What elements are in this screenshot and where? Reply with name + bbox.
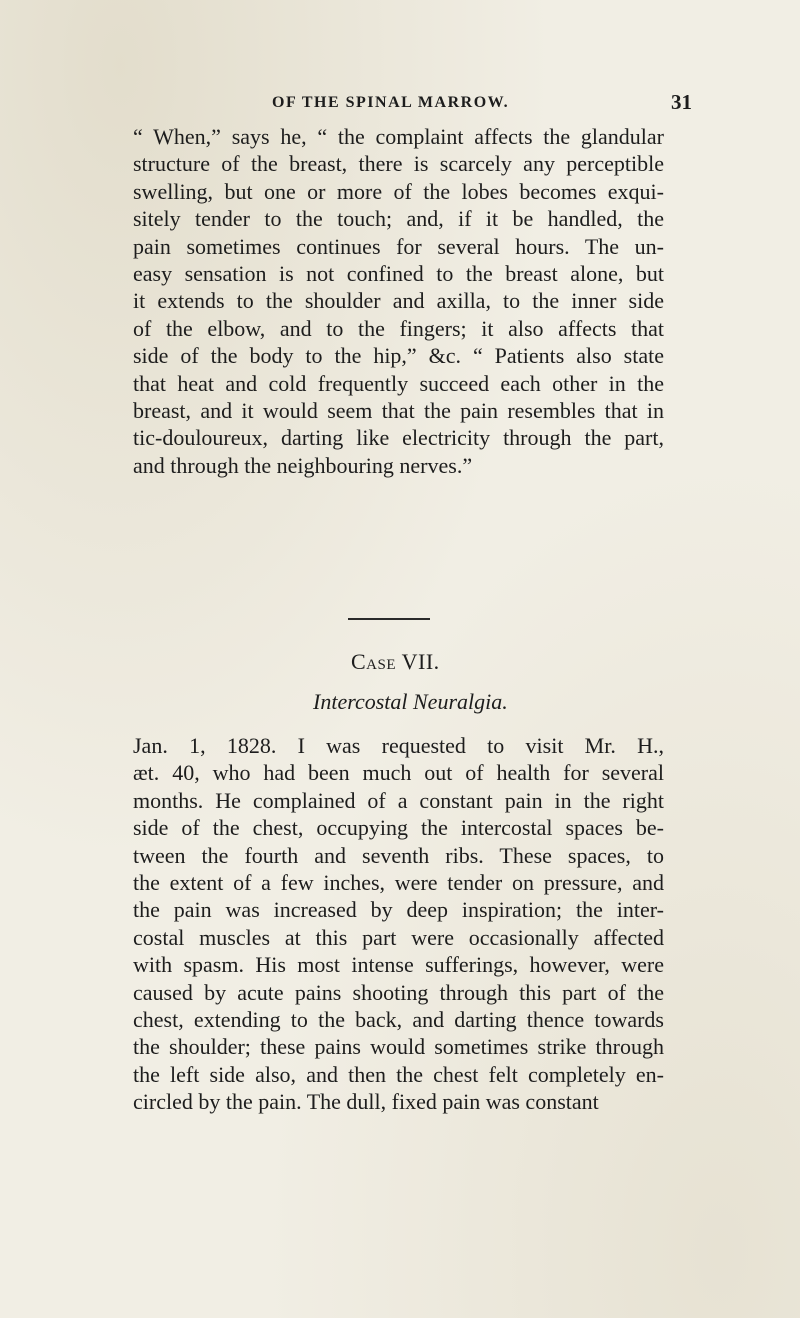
case-heading-text: Case VII. [351,649,440,674]
text-line: “ When,” says he, “ the complaint affects the glandular [133,124,664,149]
text-line: easy sensation is not confined to the breast alone, but [133,261,664,287]
running-head [0,90,800,120]
text-line: tween the fourth and seventh ribs. These spaces, to [133,842,664,868]
text-line: with spasm. His most intense sufferings, however, were [133,952,664,978]
text-line: Jan. 1, 1828. I was requested to visit Mr. H., [133,733,664,758]
page-number: 31 [671,90,692,114]
text-line: tic-douloureux, darting like electricity through the part, [133,425,664,451]
text-line: side of the body to the hip,” &c. “ Patients also state [133,343,664,369]
case-subtitle: Intercostal Neuralgia. [313,689,508,714]
text-line: months. He complained of a constant pain in the right [133,787,664,813]
text-line: pain sometimes continues for several hours. The un- [133,233,664,259]
text-line: and through the neighbouring nerves.” [133,452,473,478]
text-line: the left side also, and then the chest felt completely en- [133,1061,664,1087]
text-line: caused by acute pains shooting through this part of the [133,979,664,1005]
text-line: circled by the pain. The dull, fixed pain was constant [133,1089,599,1115]
text-line: of the elbow, and to the fingers; it also affects that [133,315,664,341]
text-line: breast, and it would seem that the pain resembles that in [133,398,664,424]
text-line: swelling, but one or more of the lobes becomes exqui- [133,178,664,204]
paragraph-quotation [133,123,664,479]
text-line: costal muscles at this part were occasionally affected [133,924,664,950]
text-line: that heat and cold frequently succeed each other in the [133,370,664,396]
running-title: OF THE SPINAL MARROW. [272,94,510,111]
text-line: side of the chest, occupying the intercostal spaces be- [133,815,664,841]
text-line: structure of the breast, there is scarcely any perceptible [133,151,664,177]
paragraph-case-report [133,732,664,1116]
text-line: it extends to the shoulder and axilla, to the inner side [133,288,664,314]
section-divider [348,618,430,620]
text-line: æt. 40, who had been much out of health for several [133,760,664,786]
text-line: the shoulder; these pains would sometimes strike through [133,1034,664,1060]
text-line: the pain was increased by deep inspiration; the inter- [133,897,664,923]
text-line: sitely tender to the touch; and, if it be handled, the [133,206,664,232]
text-line: the extent of a few inches, were tender on pressure, and [133,870,664,896]
text-line: chest, extending to the back, and darting thence towards [133,1007,664,1033]
